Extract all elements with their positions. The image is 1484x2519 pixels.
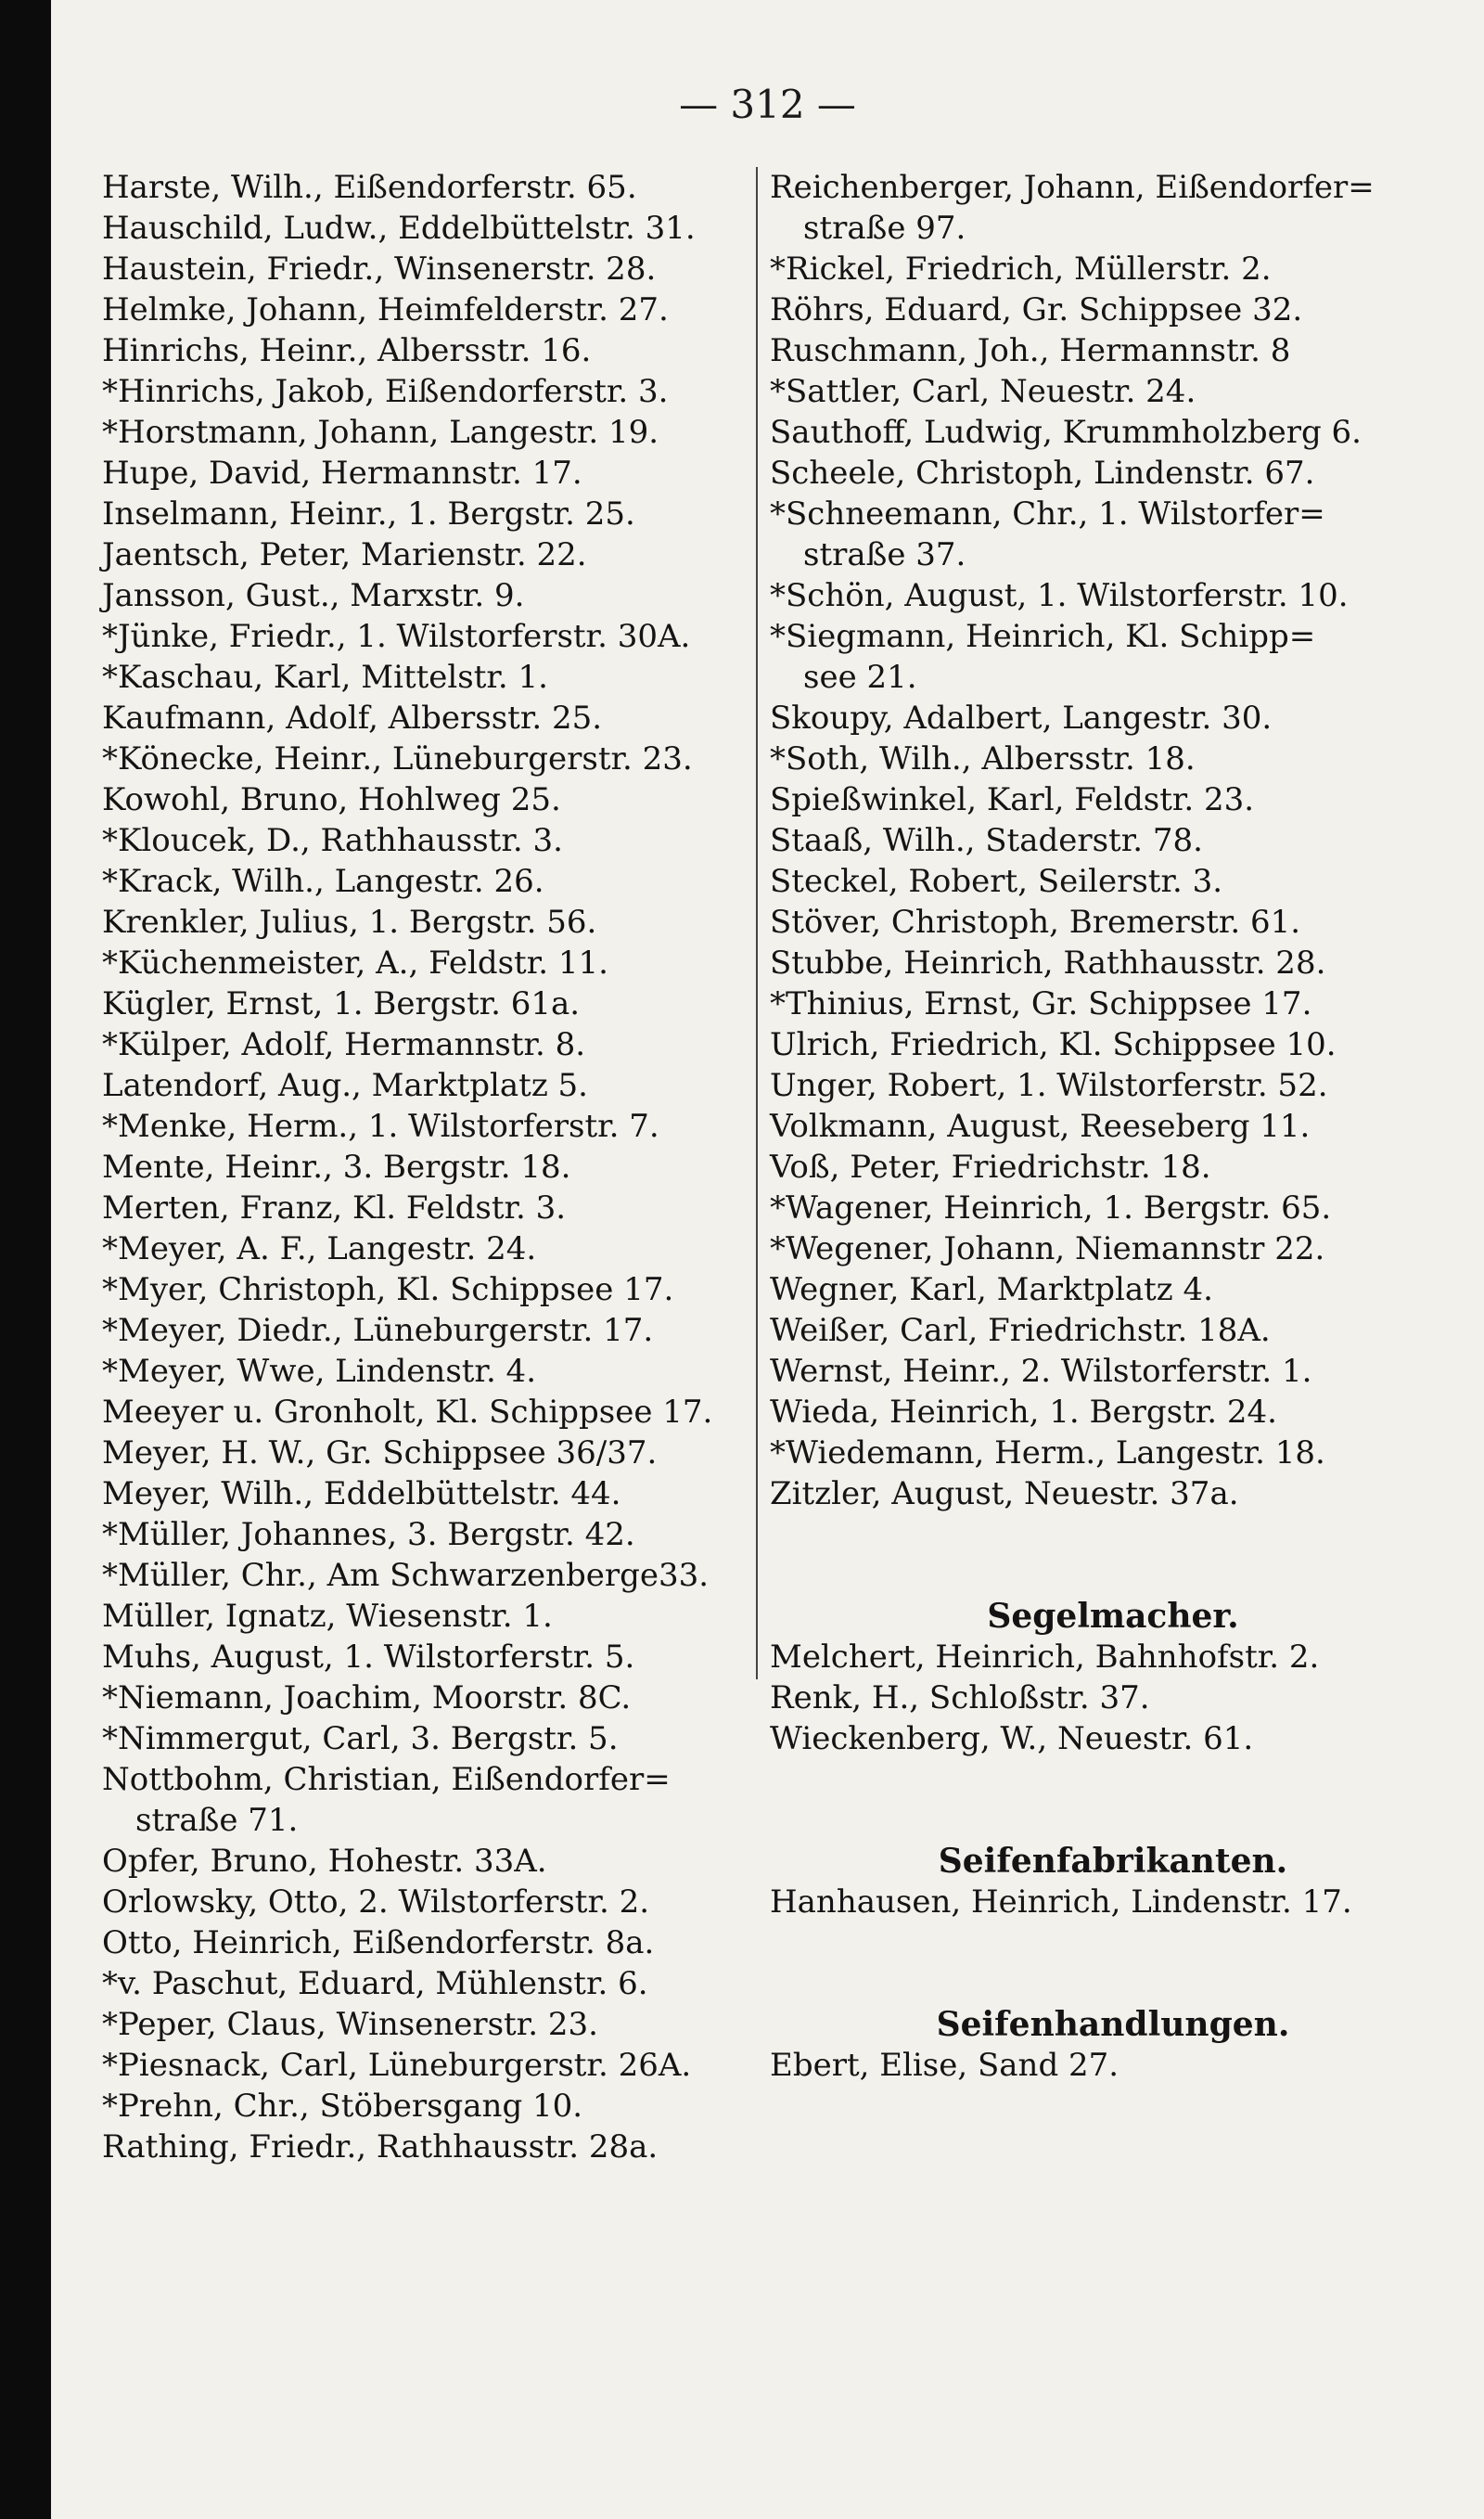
entry: Meyer, H. W., Gr. Schippsee 36/37. [102,1434,658,1472]
spacer [770,1922,1456,2004]
section-heading-segelmacher: Segelmacher. [987,1597,1239,1636]
entry: Muhs, August, 1. Wilstorferstr. 5. [102,1639,635,1676]
entry: Hanhausen, Heinrich, Lindenstr. 17. [770,1883,1352,1921]
entry: Wernst, Heinr., 2. Wilstorferstr. 1. [770,1353,1312,1390]
entry: Harste, Wilh., Eißendorferstr. 65. [102,169,637,206]
entry: *Krack, Wilh., Langestr. 26. [102,863,544,900]
entry: Krenkler, Julius, 1. Bergstr. 56. [102,904,597,941]
entry: Haustein, Friedr., Winsenerstr. 28. [102,251,657,288]
entry: *Niemann, Joachim, Moorstr. 8C. [102,1679,632,1716]
entry: Steckel, Robert, Seilerstr. 3. [770,863,1223,900]
entry: Meeyer u. Gronholt, Kl. Schippsee 17. [102,1394,713,1431]
entry: *Menke, Herm., 1. Wilstorferstr. 7. [102,1108,659,1145]
spacer [770,1514,1456,1596]
entry: Jaentsch, Peter, Marienstr. 22. [102,536,587,573]
entry: *Schneemann, Chr., 1. Wilstorfer= [770,495,1325,533]
entry: Stöver, Christoph, Bremerstr. 61. [770,904,1301,941]
entry: *Meyer, Diedr., Lüneburgerstr. 17. [102,1312,654,1349]
entry: *Wagener, Heinrich, 1. Bergstr. 65. [770,1189,1332,1227]
entry: Wieckenberg, W., Neuestr. 61. [770,1720,1254,1757]
entry: Spießwinkel, Karl, Feldstr. 23. [770,781,1255,818]
entry: Sauthoff, Ludwig, Krummholzberg 6. [770,414,1362,451]
entry: Volkmann, August, Reeseberg 11. [770,1108,1311,1145]
section-heading-seifenhandlungen: Seifenhandlungen. [936,2005,1290,2044]
entry: *Meyer, A. F., Langestr. 24. [102,1230,537,1267]
entry: Reichenberger, Johann, Eißendorfer= [770,169,1375,206]
entry: *Soth, Wilh., Albersstr. 18. [770,740,1196,778]
entry: Renk, H., Schloßstr. 37. [770,1679,1150,1716]
entry: *Horstmann, Johann, Langestr. 19. [102,414,659,451]
entry: Nottbohm, Christian, Eißendorfer= [102,1761,671,1798]
entry: *Rickel, Friedrich, Müllerstr. 2. [770,251,1272,288]
entry: *Müller, Chr., Am Schwarzenberge33. [102,1557,710,1594]
entry: *Külper, Adolf, Hermannstr. 8. [102,1026,586,1063]
entry: *Küchenmeister, A., Feldstr. 11. [102,945,608,982]
entry: Merten, Franz, Kl. Feldstr. 3. [102,1189,567,1227]
entry: Wieda, Heinrich, 1. Bergstr. 24. [770,1394,1277,1431]
entry: *Hinrichs, Jakob, Eißendorferstr. 3. [102,373,669,410]
entry: *Wiedemann, Herm., Langestr. 18. [770,1434,1325,1472]
page-number: — 312 — [679,82,856,127]
entry: Rathing, Friedr., Rathhausstr. 28a. [102,2128,659,2166]
entry: Inselmann, Heinr., 1. Bergstr. 25. [102,495,635,533]
entry: *Thinius, Ernst, Gr. Schippsee 17. [770,985,1312,1022]
entry: *Müller, Johannes, 3. Bergstr. 42. [102,1516,635,1553]
entry-continuation: straße 37. [803,536,966,573]
entry: Scheele, Christoph, Lindenstr. 67. [770,455,1315,492]
entry: Helmke, Johann, Heimfelderstr. 27. [102,291,669,328]
entry: Weißer, Carl, Friedrichstr. 18A. [770,1312,1271,1349]
entry: *Schön, August, 1. Wilstorferstr. 10. [770,577,1349,614]
entry-continuation: straße 71. [135,1802,299,1839]
entry: *v. Paschut, Eduard, Mühlenstr. 6. [102,1965,648,2002]
entry: Hinrichs, Heinr., Albersstr. 16. [102,332,592,369]
entry: Skoupy, Adalbert, Langestr. 30. [770,700,1273,737]
right-column [770,167,1456,2086]
entry: Stubbe, Heinrich, Rathhausstr. 28. [770,945,1326,982]
entry: *Peper, Claus, Winsenerstr. 23. [102,2006,598,2043]
entry: Staaß, Wilh., Staderstr. 78. [770,822,1203,859]
entry: *Könecke, Heinr., Lüneburgerstr. 23. [102,740,693,778]
entry: Hauschild, Ludw., Eddelbüttelstr. 31. [102,210,696,247]
entry: Müller, Ignatz, Wiesenstr. 1. [102,1598,553,1635]
entry: Wegner, Karl, Marktplatz 4. [770,1271,1213,1308]
entry-continuation: straße 97. [803,210,966,247]
entry: Mente, Heinr., 3. Bergstr. 18. [102,1149,571,1186]
entry: Latendorf, Aug., Marktplatz 5. [102,1067,588,1104]
directory-page [51,0,1484,2519]
entry: Ulrich, Friedrich, Kl. Schippsee 10. [770,1026,1337,1063]
entry: Melchert, Heinrich, Bahnhofstr. 2. [770,1639,1320,1676]
entry: Ruschmann, Joh., Hermannstr. 8 [770,332,1291,369]
entry: Jansson, Gust., Marxstr. 9. [102,577,525,614]
left-column [102,167,807,2167]
entry: *Piesnack, Carl, Lüneburgerstr. 26A. [102,2047,692,2084]
entry: Meyer, Wilh., Eddelbüttelstr. 44. [102,1475,621,1512]
entry: Opfer, Bruno, Hohestr. 33A. [102,1843,547,1880]
entry: Röhrs, Eduard, Gr. Schippsee 32. [770,291,1303,328]
entry: *Kloucek, D., Rathhausstr. 3. [102,822,563,859]
entry: *Meyer, Wwe, Lindenstr. 4. [102,1353,536,1390]
entry: *Prehn, Chr., Stöbersgang 10. [102,2088,583,2125]
entry: *Nimmergut, Carl, 3. Bergstr. 5. [102,1720,619,1757]
entry: Hupe, David, Hermannstr. 17. [102,455,582,492]
entry: Ebert, Elise, Sand 27. [770,2047,1119,2084]
entry: Kügler, Ernst, 1. Bergstr. 61a. [102,985,581,1022]
entry: *Jünke, Friedr., 1. Wilstorferstr. 30A. [102,618,691,655]
entry: *Myer, Christoph, Kl. Schippsee 17. [102,1271,674,1308]
entry: Orlowsky, Otto, 2. Wilstorferstr. 2. [102,1883,650,1921]
entry: *Sattler, Carl, Neuestr. 24. [770,373,1196,410]
entry: Kowohl, Bruno, Hohlweg 25. [102,781,561,818]
entry: Kaufmann, Adolf, Albersstr. 25. [102,700,603,737]
entry: *Siegmann, Heinrich, Kl. Schipp= [770,618,1316,655]
entry: Unger, Robert, 1. Wilstorferstr. 52. [770,1067,1328,1104]
entry: Otto, Heinrich, Eißendorferstr. 8a. [102,1924,655,1961]
section-heading-seifenfabrikanten: Seifenfabrikanten. [938,1842,1288,1881]
entry: Zitzler, August, Neuestr. 37a. [770,1475,1239,1512]
spacer [770,1759,1456,1841]
entry-continuation: see 21. [803,659,917,696]
entry: Voß, Peter, Friedrichstr. 18. [770,1149,1211,1186]
entry: *Kaschau, Karl, Mittelstr. 1. [102,659,548,696]
entry: *Wegener, Johann, Niemannstr 22. [770,1230,1325,1267]
